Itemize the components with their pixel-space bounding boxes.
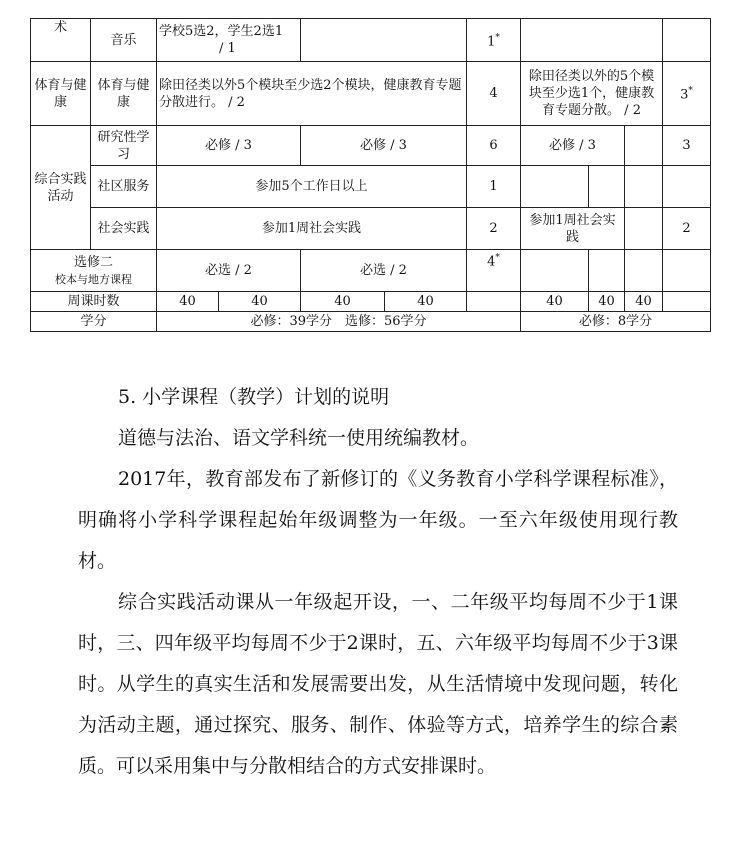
table-row: 选修二 校本与地方课程 必选 / 2 必选 / 2 4* xyxy=(31,250,711,292)
total-cell: 6 xyxy=(467,126,521,166)
body-text xyxy=(78,377,678,787)
table-row xyxy=(31,19,711,62)
total-cell: 2 xyxy=(467,208,521,250)
total-cell: 4* xyxy=(467,250,521,292)
table-row: 社区服务 参加5个工作日以上 1 xyxy=(31,166,711,208)
category-cell: 选修二 校本与地方课程 xyxy=(31,250,157,292)
paragraph: 综合实践活动课从一年级起开设，一、二年级平均每周不少于1课时，三、四年级平均每周不少于2课时，五、六年级平均每周不少于3课时。从学生的真实生活和发展需要出发，从生活情境中发现问题，转化为活动主题，通过探究、服务、制作、体验等方式，培养学生的综合素质。可以采用集中与分散相结合的方式安排课时。 xyxy=(78,591,678,777)
table-row: 社会实践 参加1周社会实践 2 参加1周社会实践 2 xyxy=(31,208,711,250)
subject-cell: 社会实践 xyxy=(91,208,157,250)
note-cell: 除田径类以外5个模块至少选2个模块，健康教育专题分散进行。 / 2 xyxy=(157,62,467,126)
subject-cell: 研究性学习 xyxy=(91,126,157,166)
note-cell: 除田径类以外的5个模块至少选1个，健康教育专题分散。 / 2 xyxy=(521,62,663,126)
subject-cell: 社区服务 xyxy=(91,166,157,208)
total-cell: 1 xyxy=(467,166,521,208)
total-cell: 1* xyxy=(467,19,521,62)
row-label: 周课时数 xyxy=(31,292,157,312)
category-cell: 术 xyxy=(31,19,91,62)
total-cell: 2 xyxy=(663,208,711,250)
category-cell: 体育与健康 xyxy=(31,62,91,126)
total-cell: 4 xyxy=(467,62,521,126)
table-row xyxy=(31,62,711,126)
table-row: 周课时数 40 40 40 40 40 40 40 xyxy=(31,292,711,312)
table-row: 学分 必修：39学分 选修：56学分 必修：8学分 xyxy=(31,312,711,332)
row-label: 学分 xyxy=(31,312,157,332)
curriculum-table xyxy=(30,18,711,332)
subject-cell: 体育与健康 xyxy=(91,62,157,126)
total-cell: 3 xyxy=(663,126,711,166)
paragraph: 道德与法治、语文学科统一使用统编教材。 xyxy=(118,427,480,449)
paragraph: 2017年，教育部发布了新修订的《义务教育小学科学课程标准》，明确将小学科学课程起始年级调整为一年级。一至六年级使用现行教材。 xyxy=(78,468,678,572)
section-heading: 5. 小学课程（教学）计划的说明 xyxy=(118,386,390,408)
category-cell: 综合实践活动 xyxy=(31,126,91,250)
subject-cell: 音乐 xyxy=(91,19,157,62)
total-cell: 3* xyxy=(663,62,711,126)
table-row: 综合实践活动 研究性学习 必修 / 3 必修 / 3 6 必修 / 3 3 xyxy=(31,126,711,166)
note-cell: 学校5选2，学生2选1 / 1 xyxy=(157,19,301,62)
